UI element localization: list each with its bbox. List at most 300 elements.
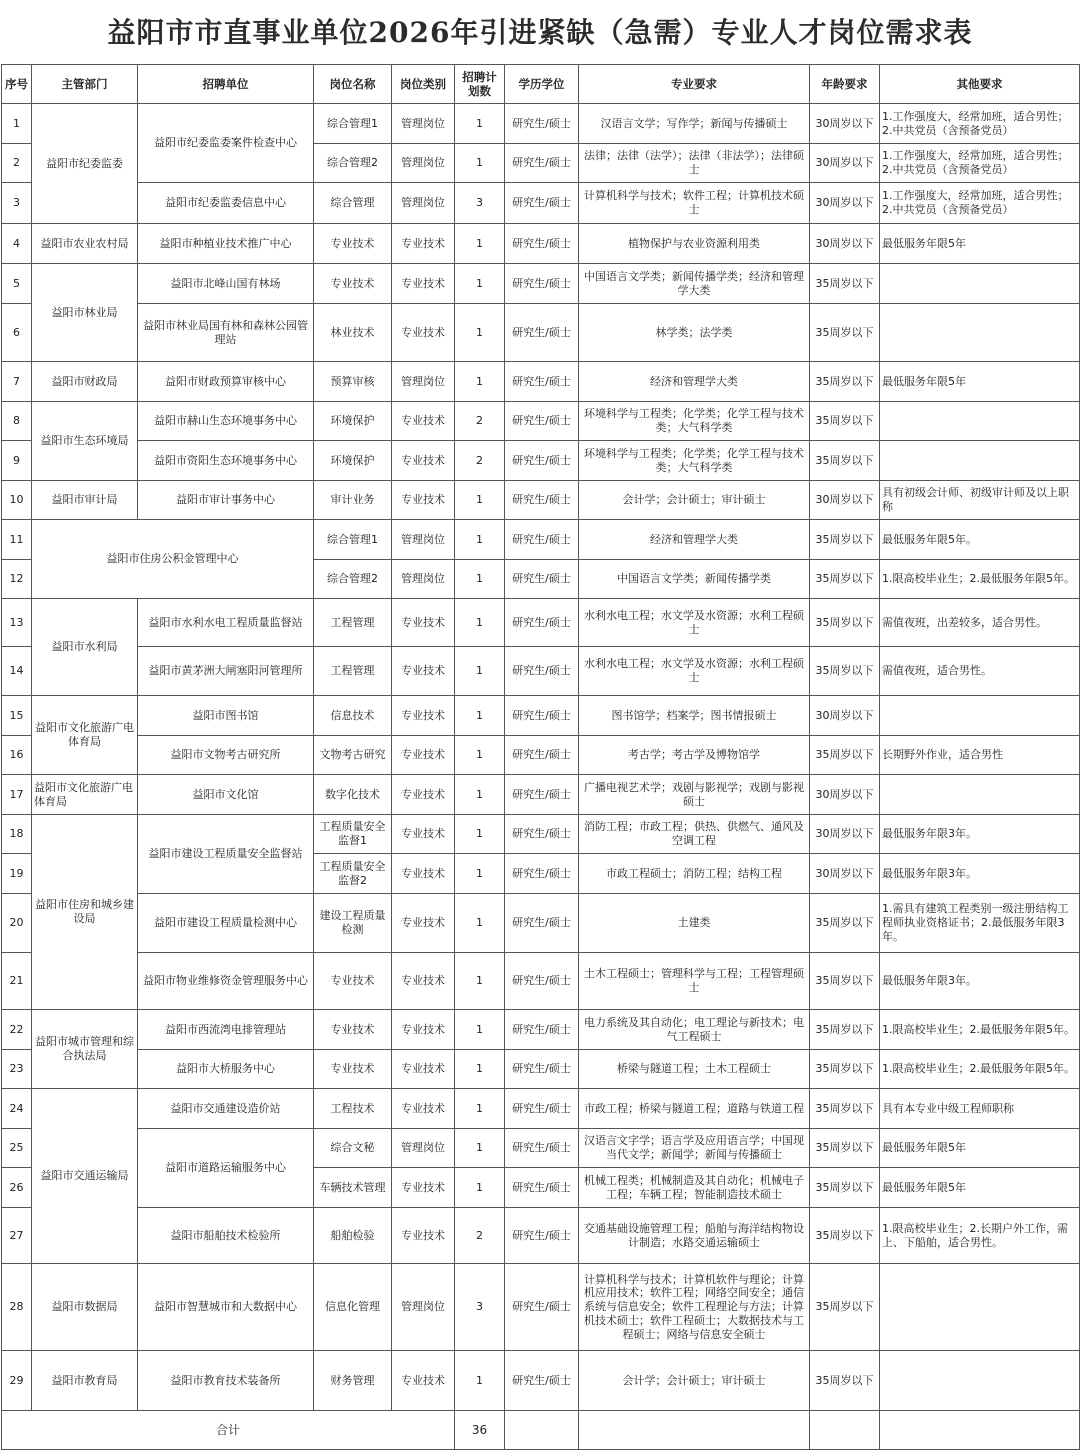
cell-post: 文物考古研究 bbox=[314, 736, 392, 775]
cell-major: 林学类；法学类 bbox=[579, 304, 810, 362]
table-row bbox=[2, 599, 1080, 647]
cell-age: 30周岁以下 bbox=[810, 183, 880, 224]
cell-post: 建设工程质量检测 bbox=[314, 894, 392, 953]
cell-dept: 益阳市纪委监委 bbox=[32, 104, 138, 224]
cell-category: 管理岗位 bbox=[392, 520, 455, 560]
cell-post: 环境保护 bbox=[314, 402, 392, 441]
cell-plan: 1 bbox=[455, 560, 505, 599]
cell-no: 29 bbox=[2, 1351, 32, 1411]
cell-age: 30周岁以下 bbox=[810, 144, 880, 183]
cell-age: 35周岁以下 bbox=[810, 953, 880, 1010]
cell-education: 研究生/硕士 bbox=[505, 1129, 579, 1168]
cell-unit: 益阳市黄茅洲大闸塞阳河管理所 bbox=[138, 647, 314, 696]
cell-unit: 益阳市船舶技术检验所 bbox=[138, 1208, 314, 1264]
cell-no: 21 bbox=[2, 953, 32, 1010]
cell-post: 船舶检验 bbox=[314, 1208, 392, 1264]
table-row bbox=[2, 647, 1080, 696]
cell-category: 管理岗位 bbox=[392, 1264, 455, 1351]
cell-major: 消防工程；市政工程；供热、供燃气、通风及空调工程 bbox=[579, 815, 810, 854]
cell-post: 数字化技术 bbox=[314, 775, 392, 815]
cell-category: 专业技术 bbox=[392, 1168, 455, 1208]
cell-education: 研究生/硕士 bbox=[505, 1010, 579, 1050]
cell-other: 最低服务年限5年 bbox=[880, 1129, 1080, 1168]
cell-major: 广播电视艺术学；戏剧与影视学；戏剧与影视硕士 bbox=[579, 775, 810, 815]
cell-category: 专业技术 bbox=[392, 815, 455, 854]
cell-age: 35周岁以下 bbox=[810, 647, 880, 696]
table-row bbox=[2, 1089, 1080, 1129]
cell-education: 研究生/硕士 bbox=[505, 775, 579, 815]
cell-category: 管理岗位 bbox=[392, 104, 455, 144]
cell-plan: 1 bbox=[455, 304, 505, 362]
cell-age: 35周岁以下 bbox=[810, 1010, 880, 1050]
cell-education: 研究生/硕士 bbox=[505, 815, 579, 854]
cell-dept: 益阳市水利局 bbox=[32, 599, 138, 696]
cell-dept: 益阳市审计局 bbox=[32, 481, 138, 520]
cell-major: 交通基础设施管理工程；船舶与海洋结构物设计制造；水路交通运输硕士 bbox=[579, 1208, 810, 1264]
cell-dept: 益阳市林业局 bbox=[32, 264, 138, 362]
cell-major: 植物保护与农业资源利用类 bbox=[579, 224, 810, 264]
col-header-unit: 招聘单位 bbox=[138, 65, 314, 104]
cell-education: 研究生/硕士 bbox=[505, 441, 579, 481]
cell-no: 8 bbox=[2, 402, 32, 441]
cell-no: 12 bbox=[2, 560, 32, 599]
cell-post: 综合文秘 bbox=[314, 1129, 392, 1168]
total-empty bbox=[505, 1411, 579, 1450]
cell-age: 35周岁以下 bbox=[810, 264, 880, 304]
cell-plan: 1 bbox=[455, 1010, 505, 1050]
cell-education: 研究生/硕士 bbox=[505, 402, 579, 441]
cell-dept: 益阳市文化旅游广电体育局 bbox=[32, 696, 138, 775]
cell-age: 35周岁以下 bbox=[810, 1351, 880, 1411]
cell-other bbox=[880, 304, 1080, 362]
cell-education: 研究生/硕士 bbox=[505, 104, 579, 144]
cell-no: 15 bbox=[2, 696, 32, 736]
cell-age: 30周岁以下 bbox=[810, 481, 880, 520]
cell-category: 专业技术 bbox=[392, 402, 455, 441]
cell-no: 10 bbox=[2, 481, 32, 520]
cell-other: 长期野外作业，适合男性 bbox=[880, 736, 1080, 775]
table-row bbox=[2, 183, 1080, 224]
cell-plan: 1 bbox=[455, 1089, 505, 1129]
cell-plan: 1 bbox=[455, 647, 505, 696]
cell-dept: 益阳市教育局 bbox=[32, 1351, 138, 1411]
cell-other: 最低服务年限3年。 bbox=[880, 815, 1080, 854]
cell-plan: 1 bbox=[455, 696, 505, 736]
cell-post: 财务管理 bbox=[314, 1351, 392, 1411]
cell-category: 专业技术 bbox=[392, 599, 455, 647]
cell-education: 研究生/硕士 bbox=[505, 1208, 579, 1264]
cell-major: 法律；法律（法学）；法律（非法学）；法律硕士 bbox=[579, 144, 810, 183]
cell-other: 具有本专业中级工程师职称 bbox=[880, 1089, 1080, 1129]
cell-no: 6 bbox=[2, 304, 32, 362]
cell-major: 图书馆学；档案学；图书情报硕士 bbox=[579, 696, 810, 736]
cell-age: 35周岁以下 bbox=[810, 894, 880, 953]
col-header-post: 岗位名称 bbox=[314, 65, 392, 104]
col-header-other: 其他要求 bbox=[880, 65, 1080, 104]
cell-category: 专业技术 bbox=[392, 1351, 455, 1411]
cell-unit: 益阳市智慧城市和大数据中心 bbox=[138, 1264, 314, 1351]
cell-post: 信息技术 bbox=[314, 696, 392, 736]
cell-plan: 1 bbox=[455, 104, 505, 144]
cell-post: 审计业务 bbox=[314, 481, 392, 520]
cell-category: 专业技术 bbox=[392, 1089, 455, 1129]
cell-no: 20 bbox=[2, 894, 32, 953]
cell-age: 35周岁以下 bbox=[810, 1264, 880, 1351]
cell-no: 22 bbox=[2, 1010, 32, 1050]
cell-other: 最低服务年限5年。 bbox=[880, 520, 1080, 560]
header-row bbox=[2, 65, 1080, 104]
table-row bbox=[2, 1208, 1080, 1264]
cell-plan: 3 bbox=[455, 1264, 505, 1351]
cell-education: 研究生/硕士 bbox=[505, 736, 579, 775]
cell-no: 28 bbox=[2, 1264, 32, 1351]
table-row bbox=[2, 441, 1080, 481]
cell-unit: 益阳市建设工程质量检测中心 bbox=[138, 894, 314, 953]
cell-unit: 益阳市道路运输服务中心 bbox=[138, 1129, 314, 1208]
cell-education: 研究生/硕士 bbox=[505, 144, 579, 183]
cell-plan: 1 bbox=[455, 953, 505, 1010]
cell-plan: 1 bbox=[455, 1351, 505, 1411]
cell-category: 专业技术 bbox=[392, 481, 455, 520]
cell-age: 35周岁以下 bbox=[810, 1168, 880, 1208]
cell-major: 考古学；考古学及博物馆学 bbox=[579, 736, 810, 775]
cell-dept: 益阳市住房和城乡建设局 bbox=[32, 815, 138, 1010]
cell-no: 5 bbox=[2, 264, 32, 304]
cell-education: 研究生/硕士 bbox=[505, 183, 579, 224]
table-row bbox=[2, 736, 1080, 775]
cell-other bbox=[880, 696, 1080, 736]
cell-category: 专业技术 bbox=[392, 264, 455, 304]
cell-dept: 益阳市农业农村局 bbox=[32, 224, 138, 264]
cell-post: 综合管理1 bbox=[314, 520, 392, 560]
cell-education: 研究生/硕士 bbox=[505, 224, 579, 264]
cell-no: 9 bbox=[2, 441, 32, 481]
cell-age: 35周岁以下 bbox=[810, 560, 880, 599]
cell-other: 需值夜班，出差较多，适合男性。 bbox=[880, 599, 1080, 647]
cell-plan: 1 bbox=[455, 1168, 505, 1208]
cell-category: 专业技术 bbox=[392, 854, 455, 894]
cell-post: 工程技术 bbox=[314, 1089, 392, 1129]
table-row bbox=[2, 815, 1080, 854]
cell-other: 1.限高校毕业生；2.最低服务年限5年。 bbox=[880, 1010, 1080, 1050]
cell-post: 专业技术 bbox=[314, 1010, 392, 1050]
cell-age: 30周岁以下 bbox=[810, 696, 880, 736]
table-row bbox=[2, 264, 1080, 304]
table-row bbox=[2, 1264, 1080, 1351]
cell-education: 研究生/硕士 bbox=[505, 304, 579, 362]
cell-other: 最低服务年限5年 bbox=[880, 362, 1080, 402]
cell-unit: 益阳市纪委监委案件检查中心 bbox=[138, 104, 314, 183]
cell-no: 18 bbox=[2, 815, 32, 854]
table-row bbox=[2, 481, 1080, 520]
cell-post: 预算审核 bbox=[314, 362, 392, 402]
cell-major: 环境科学与工程类；化学类；化学工程与技术类；大气科学类 bbox=[579, 402, 810, 441]
col-header-plan: 招聘计划数 bbox=[455, 65, 505, 104]
cell-age: 35周岁以下 bbox=[810, 402, 880, 441]
cell-other bbox=[880, 775, 1080, 815]
cell-major: 土木工程硕士；管理科学与工程；工程管理硕士 bbox=[579, 953, 810, 1010]
cell-category: 专业技术 bbox=[392, 1208, 455, 1264]
cell-unit: 益阳市建设工程质量安全监督站 bbox=[138, 815, 314, 894]
cell-plan: 1 bbox=[455, 362, 505, 402]
cell-no: 11 bbox=[2, 520, 32, 560]
cell-no: 24 bbox=[2, 1089, 32, 1129]
cell-age: 35周岁以下 bbox=[810, 304, 880, 362]
table-row bbox=[2, 1010, 1080, 1050]
table-row bbox=[2, 304, 1080, 362]
cell-other: 最低服务年限3年。 bbox=[880, 854, 1080, 894]
col-header-category: 岗位类别 bbox=[392, 65, 455, 104]
cell-category: 管理岗位 bbox=[392, 560, 455, 599]
cell-post: 专业技术 bbox=[314, 224, 392, 264]
col-header-no: 序号 bbox=[2, 65, 32, 104]
total-row bbox=[2, 1411, 1080, 1450]
cell-major: 中国语言文学类；新闻传播学类；经济和管理学大类 bbox=[579, 264, 810, 304]
cell-plan: 2 bbox=[455, 1208, 505, 1264]
cell-unit: 益阳市种植业技术推广中心 bbox=[138, 224, 314, 264]
cell-post: 综合管理2 bbox=[314, 144, 392, 183]
cell-major: 汉语言文字学；语言学及应用语言学；中国现当代文学；新闻学；新闻与传播硕士 bbox=[579, 1129, 810, 1168]
cell-unit: 益阳市林业局国有林和森林公园管理站 bbox=[138, 304, 314, 362]
cell-other: 1.工作强度大，经常加班，适合男性；2.中共党员（含预备党员） bbox=[880, 183, 1080, 224]
cell-major: 经济和管理学大类 bbox=[579, 362, 810, 402]
table-row bbox=[2, 953, 1080, 1010]
cell-education: 研究生/硕士 bbox=[505, 854, 579, 894]
cell-plan: 1 bbox=[455, 854, 505, 894]
cell-no: 23 bbox=[2, 1050, 32, 1089]
cell-other bbox=[880, 1351, 1080, 1411]
cell-post: 工程质量安全监督1 bbox=[314, 815, 392, 854]
col-header-education: 学历学位 bbox=[505, 65, 579, 104]
cell-post: 专业技术 bbox=[314, 264, 392, 304]
cell-other: 最低服务年限3年。 bbox=[880, 953, 1080, 1010]
cell-category: 专业技术 bbox=[392, 953, 455, 1010]
cell-dept: 益阳市交通运输局 bbox=[32, 1089, 138, 1264]
cell-unit: 益阳市文物考古研究所 bbox=[138, 736, 314, 775]
cell-post: 综合管理2 bbox=[314, 560, 392, 599]
table-row bbox=[2, 1351, 1080, 1411]
cell-plan: 2 bbox=[455, 402, 505, 441]
cell-plan: 3 bbox=[455, 183, 505, 224]
cell-other: 1.限高校毕业生；2.长期户外工作，需上、下船舶，适合男性。 bbox=[880, 1208, 1080, 1264]
cell-age: 35周岁以下 bbox=[810, 441, 880, 481]
position-table bbox=[1, 64, 1080, 1450]
cell-education: 研究生/硕士 bbox=[505, 647, 579, 696]
cell-age: 35周岁以下 bbox=[810, 736, 880, 775]
cell-category: 专业技术 bbox=[392, 647, 455, 696]
cell-unit: 益阳市西流湾电排管理站 bbox=[138, 1010, 314, 1050]
cell-unit: 益阳市文化馆 bbox=[138, 775, 314, 815]
table-row bbox=[2, 224, 1080, 264]
cell-major: 计算机科学与技术；计算机软件与理论；计算机应用技术；软件工程；网络空间安全；通信系统与信息安全；软件工程理论与方法；计算机技术硕士；软件工程硕士；大数据技术与工程硕士；网络与信息安全硕士 bbox=[579, 1264, 810, 1351]
page-title: 益阳市市直事业单位2026年引进紧缺（急需）专业人才岗位需求表 bbox=[107, 16, 973, 49]
cell-no: 13 bbox=[2, 599, 32, 647]
cell-other: 最低服务年限5年 bbox=[880, 1168, 1080, 1208]
cell-major: 经济和管理学大类 bbox=[579, 520, 810, 560]
cell-category: 专业技术 bbox=[392, 736, 455, 775]
cell-plan: 1 bbox=[455, 481, 505, 520]
cell-unit: 益阳市审计事务中心 bbox=[138, 481, 314, 520]
cell-unit: 益阳市资阳生态环境事务中心 bbox=[138, 441, 314, 481]
cell-no: 1 bbox=[2, 104, 32, 144]
cell-other bbox=[880, 1264, 1080, 1351]
total-empty bbox=[810, 1411, 880, 1450]
cell-dept: 益阳市数据局 bbox=[32, 1264, 138, 1351]
cell-other: 需值夜班，适合男性。 bbox=[880, 647, 1080, 696]
cell-other bbox=[880, 441, 1080, 481]
cell-other bbox=[880, 402, 1080, 441]
cell-education: 研究生/硕士 bbox=[505, 1168, 579, 1208]
cell-age: 35周岁以下 bbox=[810, 362, 880, 402]
cell-post: 林业技术 bbox=[314, 304, 392, 362]
cell-plan: 1 bbox=[455, 224, 505, 264]
cell-plan: 1 bbox=[455, 775, 505, 815]
cell-no: 2 bbox=[2, 144, 32, 183]
cell-post: 车辆技术管理 bbox=[314, 1168, 392, 1208]
total-label: 合计 bbox=[2, 1411, 455, 1450]
cell-education: 研究生/硕士 bbox=[505, 560, 579, 599]
cell-category: 专业技术 bbox=[392, 894, 455, 953]
cell-education: 研究生/硕士 bbox=[505, 599, 579, 647]
cell-age: 30周岁以下 bbox=[810, 815, 880, 854]
cell-unit: 益阳市教育技术装备所 bbox=[138, 1351, 314, 1411]
cell-major: 水利水电工程；水文学及水资源；水利工程硕士 bbox=[579, 599, 810, 647]
cell-post: 环境保护 bbox=[314, 441, 392, 481]
total-plan: 36 bbox=[455, 1411, 505, 1450]
cell-age: 30周岁以下 bbox=[810, 775, 880, 815]
cell-major: 会计学；会计硕士；审计硕士 bbox=[579, 1351, 810, 1411]
cell-major: 水利水电工程；水文学及水资源；水利工程硕士 bbox=[579, 647, 810, 696]
cell-category: 专业技术 bbox=[392, 441, 455, 481]
cell-major: 桥梁与隧道工程；土木工程硕士 bbox=[579, 1050, 810, 1089]
cell-other: 1.限高校毕业生；2.最低服务年限5年。 bbox=[880, 1050, 1080, 1089]
cell-education: 研究生/硕士 bbox=[505, 696, 579, 736]
cell-major: 计算机科学与技术；软件工程；计算机技术硕士 bbox=[579, 183, 810, 224]
cell-category: 专业技术 bbox=[392, 1050, 455, 1089]
cell-category: 专业技术 bbox=[392, 224, 455, 264]
cell-education: 研究生/硕士 bbox=[505, 520, 579, 560]
cell-unit: 益阳市大桥服务中心 bbox=[138, 1050, 314, 1089]
cell-education: 研究生/硕士 bbox=[505, 362, 579, 402]
cell-major: 市政工程；桥梁与隧道工程；道路与铁道工程 bbox=[579, 1089, 810, 1129]
cell-education: 研究生/硕士 bbox=[505, 1050, 579, 1089]
cell-age: 35周岁以下 bbox=[810, 1089, 880, 1129]
cell-plan: 2 bbox=[455, 441, 505, 481]
col-header-age: 年龄要求 bbox=[810, 65, 880, 104]
table-row bbox=[2, 520, 1080, 560]
cell-plan: 1 bbox=[455, 894, 505, 953]
cell-other: 最低服务年限5年 bbox=[880, 224, 1080, 264]
cell-post: 工程管理 bbox=[314, 599, 392, 647]
cell-plan: 1 bbox=[455, 520, 505, 560]
cell-no: 17 bbox=[2, 775, 32, 815]
cell-unit: 益阳市赫山生态环境事务中心 bbox=[138, 402, 314, 441]
cell-unit: 益阳市交通建设造价站 bbox=[138, 1089, 314, 1129]
cell-unit: 益阳市北峰山国有林场 bbox=[138, 264, 314, 304]
cell-plan: 1 bbox=[455, 264, 505, 304]
table-row bbox=[2, 1129, 1080, 1168]
cell-no: 3 bbox=[2, 183, 32, 224]
cell-other: 1.限高校毕业生；2.最低服务年限5年。 bbox=[880, 560, 1080, 599]
cell-category: 专业技术 bbox=[392, 304, 455, 362]
cell-post: 信息化管理 bbox=[314, 1264, 392, 1351]
cell-post: 专业技术 bbox=[314, 1050, 392, 1089]
cell-education: 研究生/硕士 bbox=[505, 953, 579, 1010]
cell-category: 管理岗位 bbox=[392, 1129, 455, 1168]
cell-other: 1.需具有建筑工程类别一级注册结构工程师执业资格证书；2.最低服务年限3年。 bbox=[880, 894, 1080, 953]
cell-unit: 益阳市水利水电工程质量监督站 bbox=[138, 599, 314, 647]
cell-other: 1.工作强度大，经常加班，适合男性；2.中共党员（含预备党员） bbox=[880, 144, 1080, 183]
cell-no: 16 bbox=[2, 736, 32, 775]
col-header-dept: 主管部门 bbox=[32, 65, 138, 104]
cell-age: 30周岁以下 bbox=[810, 224, 880, 264]
cell-post: 综合管理 bbox=[314, 183, 392, 224]
cell-age: 35周岁以下 bbox=[810, 1050, 880, 1089]
cell-age: 30周岁以下 bbox=[810, 104, 880, 144]
cell-plan: 1 bbox=[455, 144, 505, 183]
table-row bbox=[2, 894, 1080, 953]
cell-no: 14 bbox=[2, 647, 32, 696]
cell-education: 研究生/硕士 bbox=[505, 264, 579, 304]
table-row bbox=[2, 402, 1080, 441]
cell-category: 专业技术 bbox=[392, 696, 455, 736]
cell-major: 中国语言文学类；新闻传播学类 bbox=[579, 560, 810, 599]
cell-no: 25 bbox=[2, 1129, 32, 1168]
cell-dept: 益阳市生态环境局 bbox=[32, 402, 138, 481]
cell-education: 研究生/硕士 bbox=[505, 1264, 579, 1351]
total-empty bbox=[579, 1411, 810, 1450]
cell-plan: 1 bbox=[455, 815, 505, 854]
cell-major: 土建类 bbox=[579, 894, 810, 953]
cell-other: 1.工作强度大，经常加班，适合男性；2.中共党员（含预备党员） bbox=[880, 104, 1080, 144]
cell-major: 电力系统及其自动化；电工理论与新技术；电气工程硕士 bbox=[579, 1010, 810, 1050]
cell-category: 专业技术 bbox=[392, 1010, 455, 1050]
cell-plan: 1 bbox=[455, 599, 505, 647]
cell-category: 管理岗位 bbox=[392, 183, 455, 224]
table-row bbox=[2, 104, 1080, 144]
cell-age: 35周岁以下 bbox=[810, 599, 880, 647]
cell-post: 专业技术 bbox=[314, 953, 392, 1010]
cell-dept: 益阳市财政局 bbox=[32, 362, 138, 402]
cell-other bbox=[880, 264, 1080, 304]
table-row bbox=[2, 1050, 1080, 1089]
cell-major: 会计学；会计硕士；审计硕士 bbox=[579, 481, 810, 520]
cell-dept: 益阳市文化旅游广电体育局 bbox=[32, 775, 138, 815]
cell-post: 综合管理1 bbox=[314, 104, 392, 144]
cell-no: 7 bbox=[2, 362, 32, 402]
cell-education: 研究生/硕士 bbox=[505, 1351, 579, 1411]
cell-dept: 益阳市城市管理和综合执法局 bbox=[32, 1010, 138, 1089]
cell-plan: 1 bbox=[455, 736, 505, 775]
cell-major: 机械工程类；机械制造及其自动化；机械电子工程；车辆工程；智能制造技术硕士 bbox=[579, 1168, 810, 1208]
cell-plan: 1 bbox=[455, 1129, 505, 1168]
cell-no: 19 bbox=[2, 854, 32, 894]
cell-major: 汉语言文学；写作学；新闻与传播硕士 bbox=[579, 104, 810, 144]
cell-unit: 益阳市财政预算审核中心 bbox=[138, 362, 314, 402]
cell-education: 研究生/硕士 bbox=[505, 481, 579, 520]
cell-education: 研究生/硕士 bbox=[505, 1089, 579, 1129]
cell-unit: 益阳市图书馆 bbox=[138, 696, 314, 736]
cell-age: 35周岁以下 bbox=[810, 1208, 880, 1264]
cell-category: 专业技术 bbox=[392, 775, 455, 815]
cell-category: 管理岗位 bbox=[392, 362, 455, 402]
cell-other: 具有初级会计师、初级审计师及以上职称 bbox=[880, 481, 1080, 520]
cell-no: 27 bbox=[2, 1208, 32, 1264]
cell-education: 研究生/硕士 bbox=[505, 894, 579, 953]
col-header-major: 专业要求 bbox=[579, 65, 810, 104]
cell-age: 30周岁以下 bbox=[810, 854, 880, 894]
table-row bbox=[2, 696, 1080, 736]
